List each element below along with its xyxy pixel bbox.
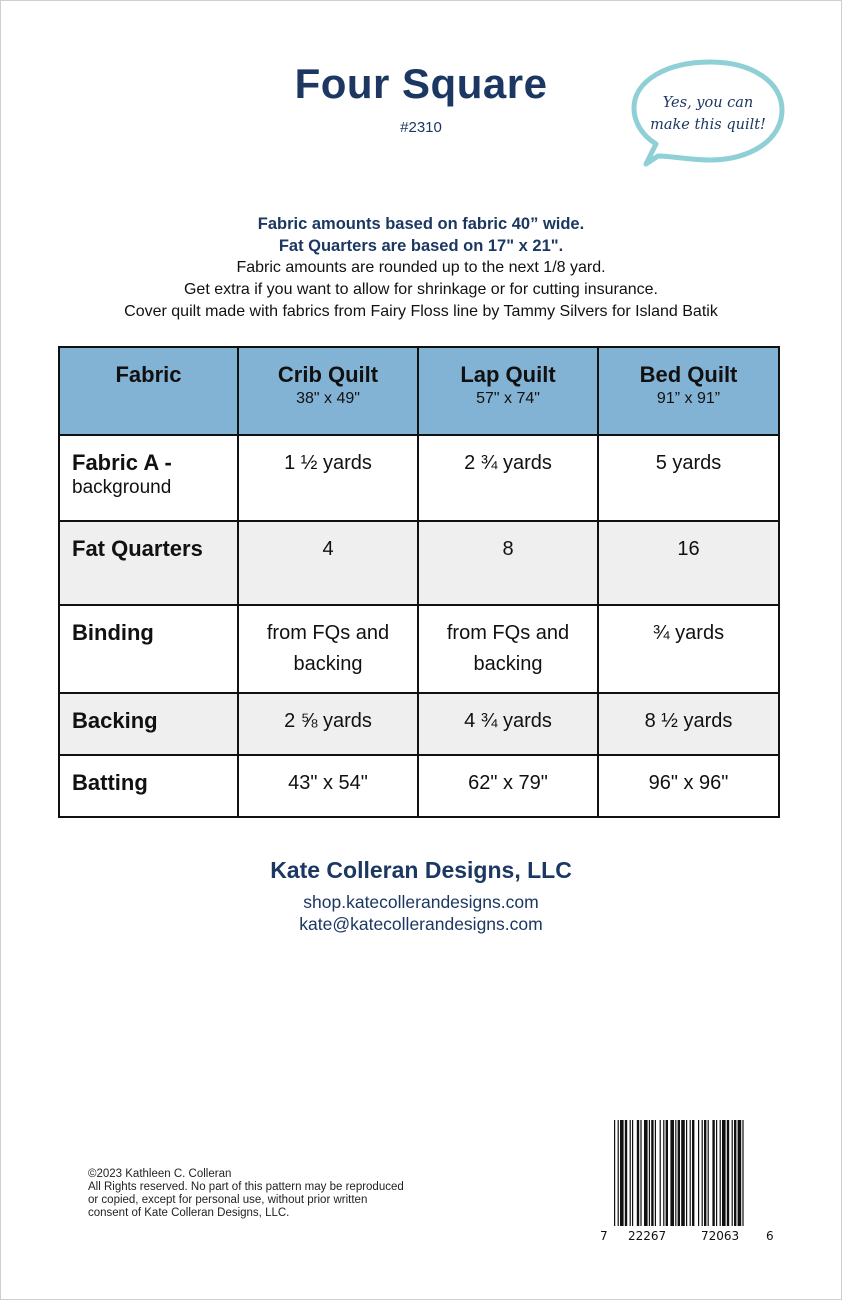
table-row [59, 693, 779, 755]
fabric-notes [0, 213, 842, 323]
row-sublabel: background [72, 477, 172, 498]
barcode-digits-group-1: 22267 [628, 1229, 667, 1243]
row-label [59, 435, 238, 521]
table-cell: from FQs and backing [418, 605, 598, 693]
note-extra: Get extra if you want to allow for shrinkage or for cutting insurance. [183, 281, 658, 298]
column-header [59, 347, 238, 435]
column-header [238, 347, 418, 435]
copyright-line: consent of Kate Colleran Designs, LLC. [88, 1207, 290, 1219]
column-header [418, 347, 598, 435]
column-header-name: Crib Quilt [277, 362, 379, 387]
company-name: Kate Colleran Designs, LLC [270, 857, 572, 883]
row-label: Batting [59, 755, 238, 817]
website-link[interactable]: shop.katecollerandesigns.com [303, 892, 539, 912]
note-cover-fabrics: Cover quilt made with fabrics from Fairy Floss line by Tammy Silvers for Island Batik [124, 303, 718, 320]
column-header-dims: 38" x 49" [296, 390, 360, 407]
column-header-name: Lap Quilt [460, 362, 556, 387]
table-cell: 96" x 96" [598, 755, 779, 817]
row-label: Binding [59, 605, 238, 693]
column-header [598, 347, 779, 435]
column-header-dims: 91” x 91” [656, 390, 721, 407]
table-cell: 4 [238, 521, 418, 605]
table-row [59, 521, 779, 605]
table-cell: 62" x 79" [418, 755, 598, 817]
table-cell: 8 ½ yards [598, 693, 779, 755]
table-cell: 16 [598, 521, 779, 605]
copyright-notice [88, 1168, 488, 1220]
table-cell: 4 ¾ yards [418, 693, 598, 755]
table-cell: 8 [418, 521, 598, 605]
table-cell: 2 ¾ yards [418, 435, 598, 521]
copyright-line: All Rights reserved. No part of this pattern may be reproduced [88, 1181, 404, 1193]
row-label-text: Fabric A - [72, 450, 172, 475]
fabric-requirements-table [58, 346, 780, 818]
table-cell: 43" x 54" [238, 755, 418, 817]
table-cell: ¾ yards [598, 605, 779, 693]
bubble-line-2: make this quilt! [650, 117, 766, 133]
barcode-digits-group-2: 72063 [701, 1229, 740, 1243]
table-row [59, 605, 779, 693]
pattern-number: #2310 [400, 119, 442, 136]
table-row [59, 435, 779, 521]
barcode-digit-left: 7 [600, 1229, 608, 1243]
email-link[interactable]: kate@katecollerandesigns.com [299, 914, 543, 934]
table-header-row [59, 347, 779, 435]
table-cell: 2 ⅝ yards [238, 693, 418, 755]
table-row [59, 755, 779, 817]
table-cell: 1 ½ yards [238, 435, 418, 521]
barcode-digit-right: 6 [766, 1229, 774, 1243]
copyright-line: or copied, except for personal use, without prior written [88, 1194, 368, 1206]
note-rounding: Fabric amounts are rounded up to the next 1/8 yard. [236, 259, 606, 276]
note-fabric-width: Fabric amounts based on fabric 40” wide. [257, 215, 585, 233]
row-label: Backing [59, 693, 238, 755]
column-header-name: Fabric [115, 362, 182, 387]
copyright-line: ©2023 Kathleen C. Colleran [88, 1168, 232, 1180]
column-header-name: Bed Quilt [639, 362, 738, 387]
speech-bubble-text [636, 92, 780, 136]
note-fat-quarters: Fat Quarters are based on 17" x 21". [278, 237, 564, 255]
table-cell: 5 yards [598, 435, 779, 521]
row-label: Fat Quarters [59, 521, 238, 605]
bubble-line-1: Yes, you can [662, 95, 754, 111]
column-header-dims: 57" x 74" [476, 390, 540, 407]
pattern-title: Four Square [294, 60, 548, 107]
table-cell: from FQs and backing [238, 605, 418, 693]
barcode-icon [598, 1120, 778, 1242]
